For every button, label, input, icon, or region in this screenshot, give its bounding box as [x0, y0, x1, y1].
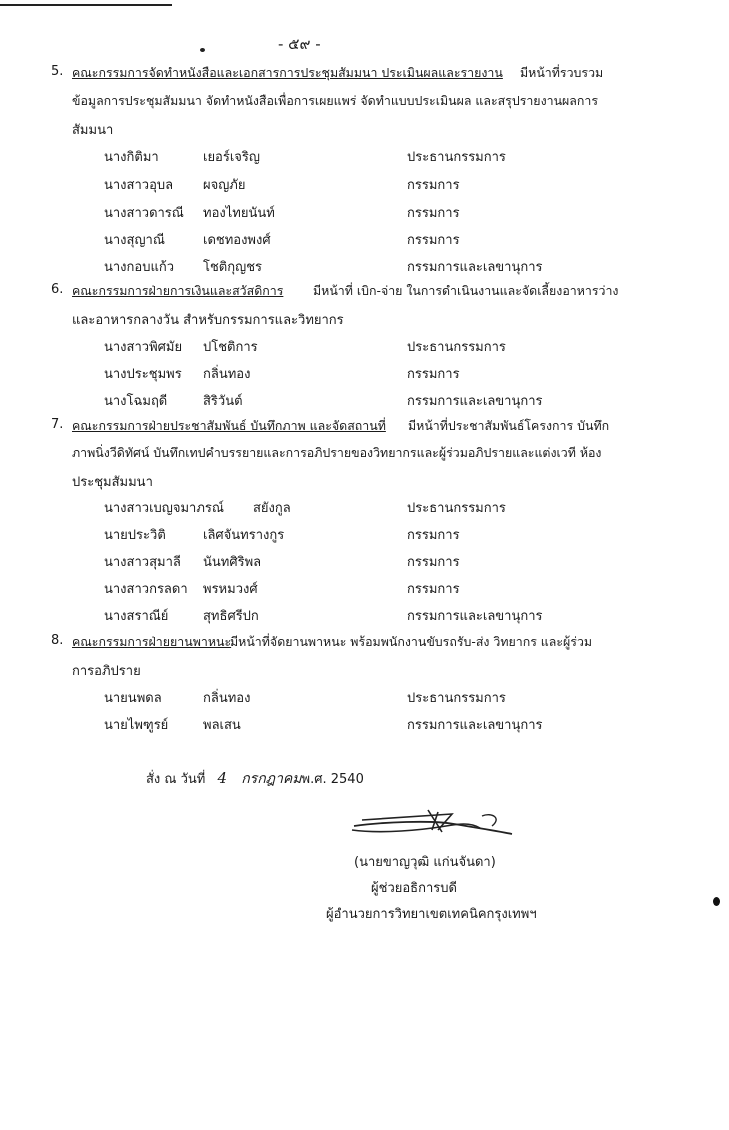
member-last-name: เดชทองพงศ์ [203, 233, 271, 248]
member-first-name: นางกอบแก้ว [104, 260, 175, 275]
member-first-name: นางสาวกรลดา [104, 582, 188, 597]
section-text: มีหน้าที่จัดยานพาหนะ พร้อมพนักงานขับรถรับ-ส่ง วิทยากร และผู้ร่วม [230, 634, 593, 649]
member-role: ประธานกรรมการ [407, 340, 506, 355]
member-first-name: นางกิติมา [104, 150, 159, 165]
member-role: กรรมการ [407, 233, 460, 248]
page-number: - ๕๙ - [278, 35, 321, 53]
member-last-name: ปโชติการ [203, 340, 258, 355]
member-role: ประธานกรรมการ [407, 501, 506, 516]
member-first-name: นางโฉมฤดี [104, 394, 168, 409]
member-first-name: นางสุญาณี [104, 233, 165, 248]
member-last-name: สิริวันต์ [203, 394, 243, 409]
section-title: คณะกรรมการฝ่ายการเงินและสวัสดิการ [72, 283, 284, 298]
section-text: มีหน้าที่ประชาสัมพันธ์โครงการ บันทึก [408, 418, 610, 433]
member-last-name: สยังกูล [253, 501, 291, 516]
section-title: คณะกรรมการจัดทำหนังสือและเอกสารการประชุมสัมมนา ประเมินผลและรายงาน [72, 65, 503, 80]
scan-edge-line [0, 4, 172, 6]
member-last-name: ผจญภัย [203, 178, 246, 193]
member-role: กรรมการ [407, 367, 460, 382]
member-first-name: นางสาวดารณี [104, 206, 184, 221]
member-first-name: นางสาวอุบล [104, 178, 174, 193]
member-role: ประธานกรรมการ [407, 691, 506, 706]
section-number: 6. [51, 282, 64, 297]
section-text: มีหน้าที่ เบิก-จ่าย ในการดำเนินงานและจัดเลี้ยงอาหารว่าง [313, 283, 619, 298]
member-last-name: สุทธิศรีปก [203, 609, 259, 624]
member-last-name: นันทศิริพล [203, 555, 262, 570]
member-role: กรรมการและเลขานุการ [407, 718, 543, 733]
member-role: กรรมการ [407, 178, 460, 193]
section-number: 5. [51, 64, 64, 79]
member-role: กรรมการและเลขานุการ [407, 260, 543, 275]
section-text: สัมมนา [72, 123, 114, 138]
member-last-name: พรหมวงศ์ [203, 582, 258, 597]
member-first-name: นางสาวสุมาลี [104, 555, 181, 570]
section-text: ภาพนิ่งวีดิทัศน์ บันทึกเทปคำบรรยายและการอภิปรายของวิทยากรและผู้ร่วมอภิปรายและแต่งเวที ห้อง [72, 445, 602, 460]
scan-speck [200, 48, 205, 52]
order-month: กรกฎาคม [241, 771, 302, 787]
member-last-name: กลิ่นทอง [203, 691, 251, 706]
order-prefix: สั่ง ณ วันที่ [146, 772, 206, 787]
signatory-name: (นายขาญวุฒิ แก่นจันดา) [354, 855, 496, 870]
member-role: กรรมการและเลขานุการ [407, 609, 543, 624]
section-text: ประชุมสัมมนา [72, 475, 153, 490]
order-day: 4 [217, 769, 228, 787]
signature-image [342, 800, 522, 850]
member-last-name: พลเสน [203, 718, 241, 733]
member-first-name: นายนพดล [104, 691, 162, 706]
member-role: ประธานกรรมการ [407, 150, 506, 165]
member-last-name: เลิศจันทรางกูร [203, 528, 285, 543]
member-first-name: นางประชุมพร [104, 367, 182, 382]
member-role: กรรมการ [407, 555, 460, 570]
section-text: การอภิปราย [72, 664, 141, 679]
member-role: กรรมการ [407, 528, 460, 543]
member-first-name: นายไพฑูรย์ [104, 718, 169, 733]
signatory-title-1: ผู้ช่วยอธิการบดี [371, 881, 457, 896]
order-year: พ.ศ. 2540 [301, 772, 364, 787]
member-last-name: ทองไทยนันท์ [203, 206, 275, 221]
member-last-name: โชติกุญชร [203, 260, 263, 275]
member-first-name: นางสาวพิศมัย [104, 340, 183, 355]
member-last-name: กลิ่นทอง [203, 367, 251, 382]
scan-speck [713, 897, 720, 906]
section-title: คณะกรรมการฝ่ายยานพาหนะ [72, 634, 232, 649]
member-role: กรรมการ [407, 206, 460, 221]
member-last-name: เยอร์เจริญ [203, 150, 260, 165]
section-text: มีหน้าที่รวบรวม [520, 65, 604, 80]
section-title: คณะกรรมการฝ่ายประชาสัมพันธ์ บันทึกภาพ และจัดสถานที่ [72, 418, 386, 433]
section-number: 7. [51, 417, 64, 432]
member-first-name: นางสราณีย์ [104, 609, 169, 624]
member-role: กรรมการ [407, 582, 460, 597]
section-text: และอาหารกลางวัน สำหรับกรรมการและวิทยากร [72, 313, 344, 328]
section-text: ข้อมูลการประชุมสัมมนา จัดทำหนังสือเพื่อการเผยแพร่ จัดทำแบบประเมินผล และสรุปรายงานผลการ [72, 93, 599, 108]
section-number: 8. [51, 633, 64, 648]
order-date-line [146, 768, 364, 790]
member-role: กรรมการและเลขานุการ [407, 394, 543, 409]
signatory-title-2: ผู้อำนวยการวิทยาเขตเทคนิคกรุงเทพฯ [326, 907, 537, 922]
member-first-name: นายประวิติ [104, 528, 166, 543]
member-first-name: นางสาวเบญจมาภรณ์ [104, 501, 224, 516]
